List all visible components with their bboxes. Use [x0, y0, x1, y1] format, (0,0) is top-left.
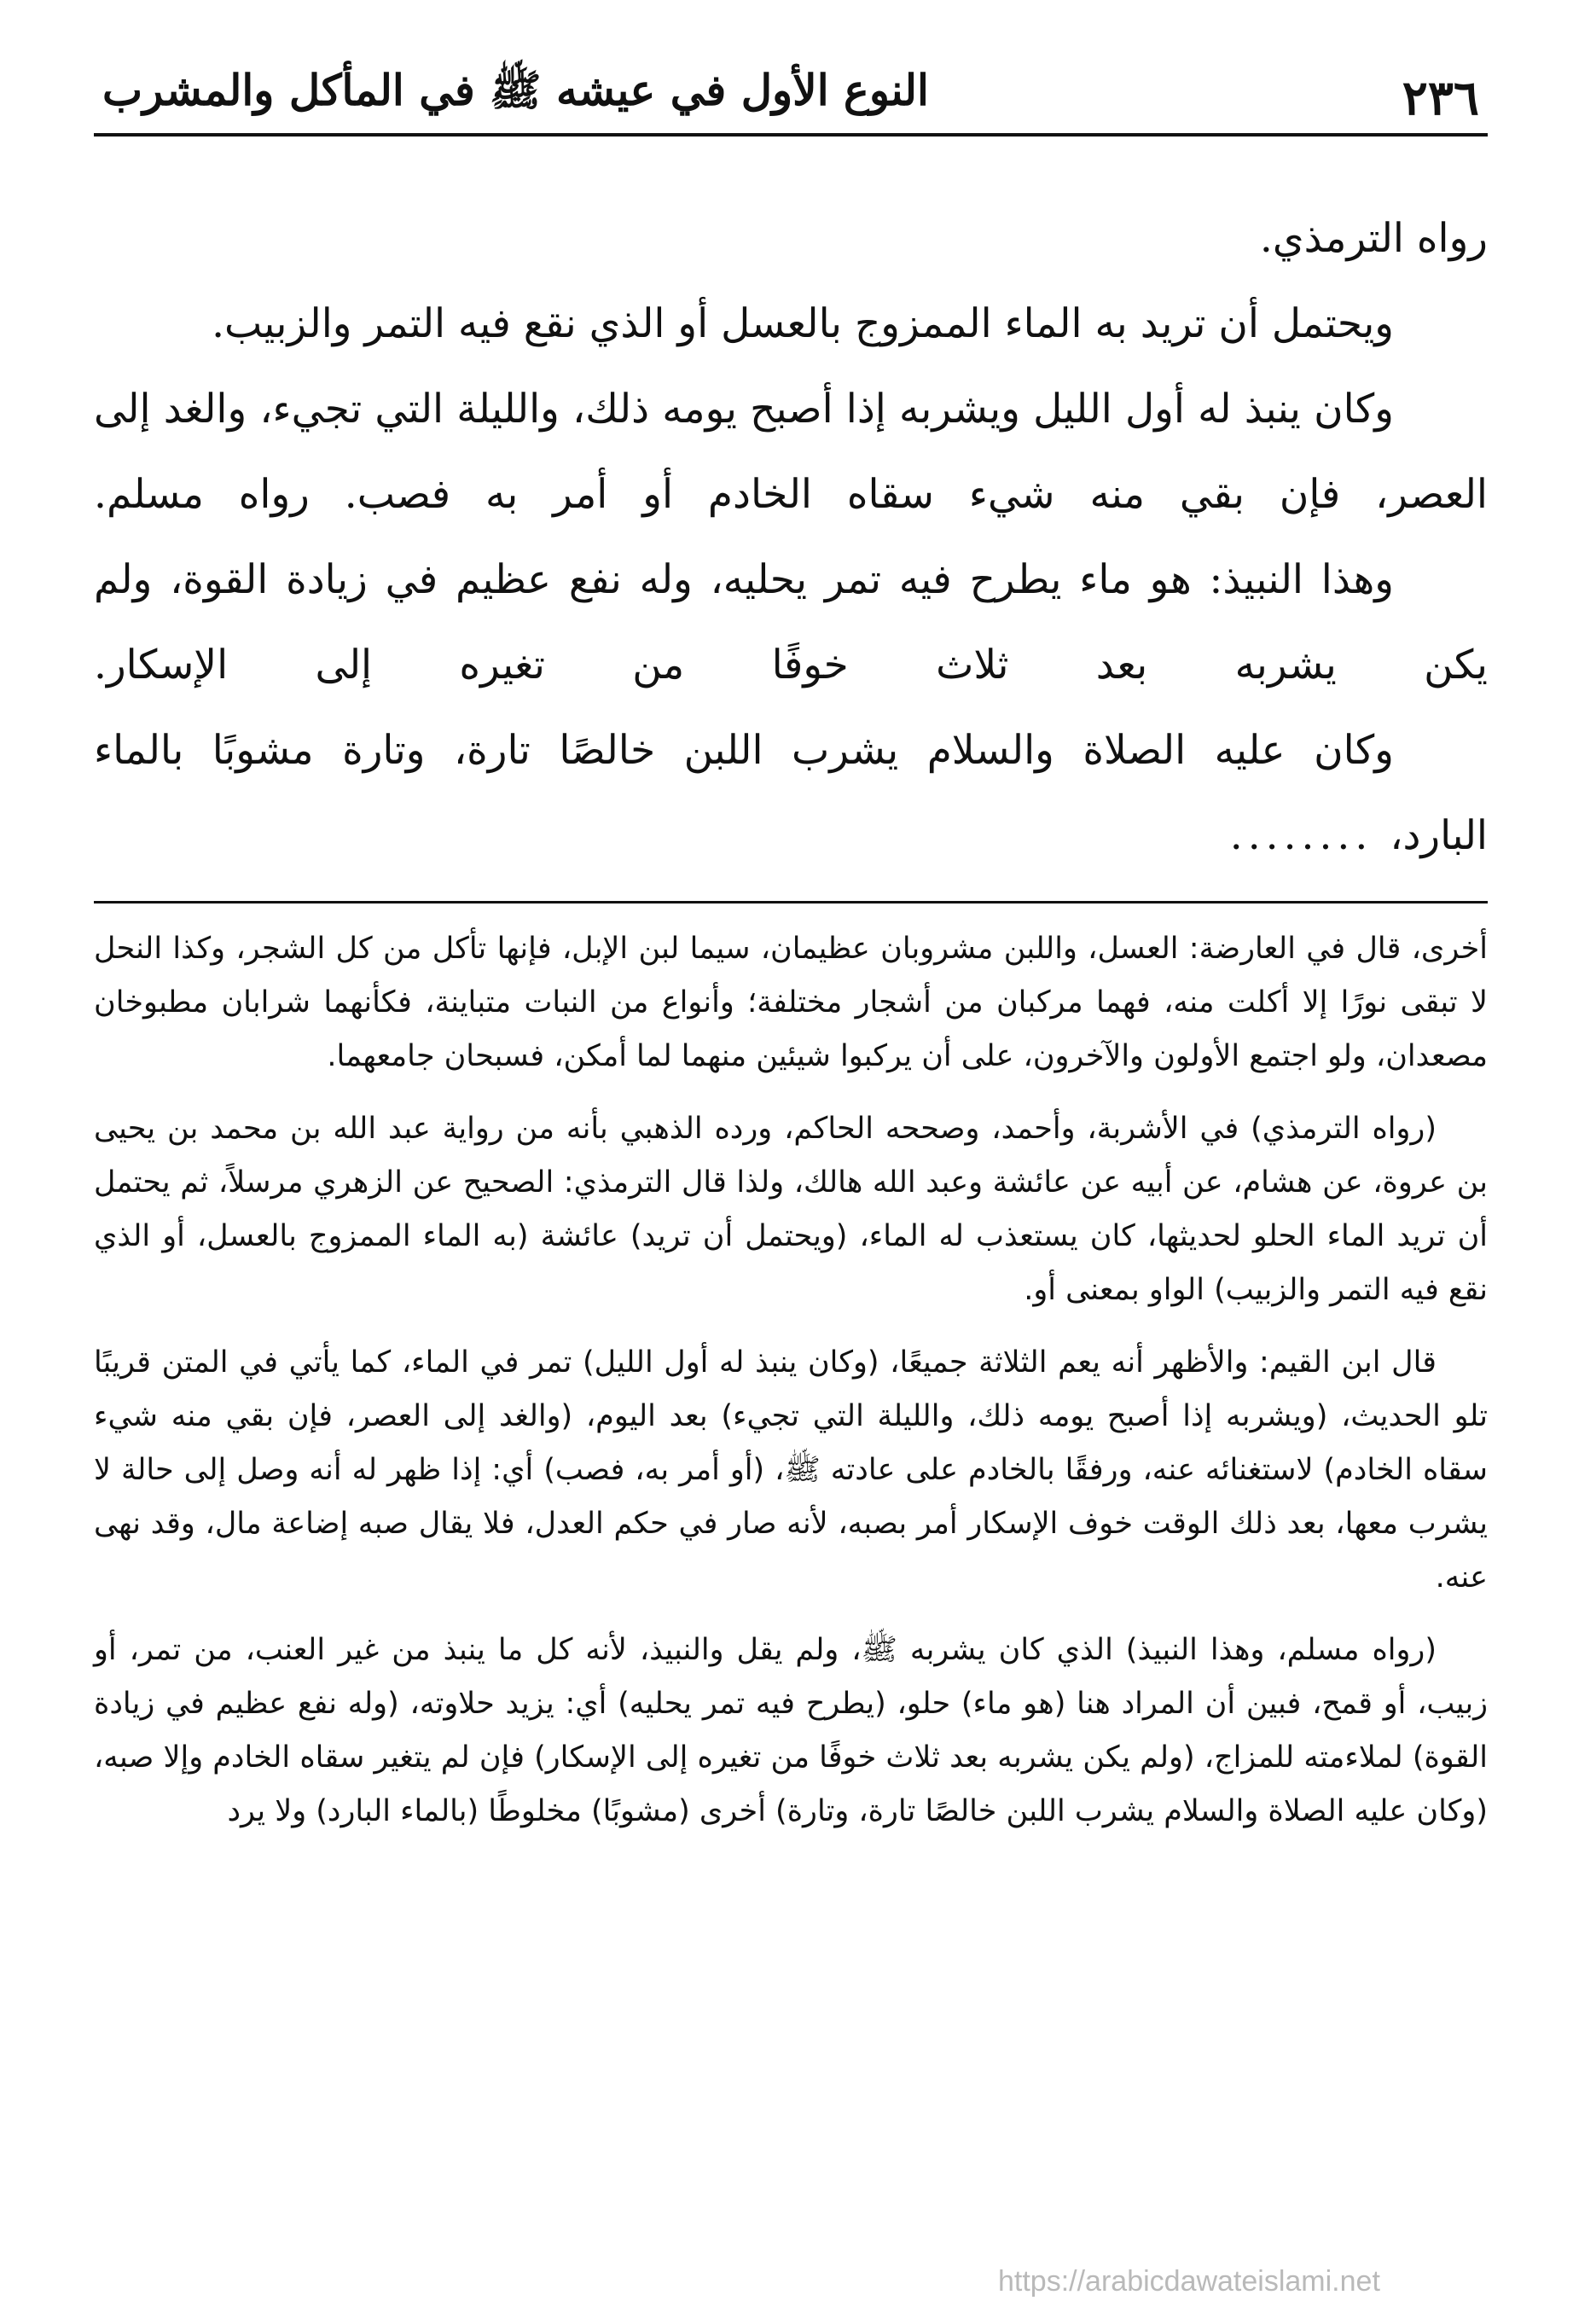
main-paragraph-3: وهذا النبيذ: هو ماء يطرح فيه تمر يحليه، وله نفع عظيم في زيادة القوة، ولم يكن يشربه بعد ثلاث خوفًا من تغيره إلى الإسكار.: [94, 556, 1488, 688]
main-line-1: رواه الترمذي.: [1259, 215, 1488, 262]
footnote-paragraph-3: قال ابن القيم: والأظهر أنه يعم الثلاثة جميعًا، (وكان ينبذ له أول الليل) تمر في الماء، كما يأتي في المتن قريبًا تلو الحديث، (ويشربه إذا أصبح يومه ذلك، والليلة التي تجيء) بعد اليوم، (والغد إلى العصر، فإن بقي منه شيء سقاه الخادم) لاستغنائه عنه، ورفقًا بالخادم على عادته ﷺ، (أو أمر به، فصب) أي: إذا ظهر له أنه وصل إلى حالة لا يشرب معها، بعد ذلك الوقت خوف الإسكار أمر بصبه، لأنه صار في حكم العدل، فلا يقال صبه إضاعة مال، وقد نهى عنه.: [94, 1345, 1488, 1595]
main-last-line: [94, 793, 1488, 879]
main-last-word: البارد،: [1390, 812, 1488, 859]
main-paragraph-1: ويحتمل أن تريد به الماء الممزوج بالعسل أو الذي نقع فيه التمر والزبيب.: [212, 300, 1394, 347]
watermark-url: https://arabicdawateislami.net: [998, 2265, 1380, 2298]
page-number: ٢٣٦: [1402, 70, 1479, 126]
running-title: النوع الأول في عيشه ﷺ في المأكل والمشرب: [102, 65, 929, 115]
footnote-paragraph-1: أخرى، قال في العارضة: العسل، واللبن مشروبان عظيمان، سيما لبن الإبل، فإنها تأكل من كل الشجر، وكذا النحل لا تبقى نورًا إلا أكلت منه، فهما مركبان من أشجار مختلفة؛ وأنواع من النبات متباينة، فكأنهما شرابان مطبوخان مصعدان، ولو اجتمع الأولون والآخرون، على أن يركبوا شيئين منهما لما أمكن، فسبحان جامعهما.: [94, 932, 1488, 1073]
book-page: [94, 51, 1488, 2273]
continuation-dots: ........: [1229, 812, 1373, 859]
footnote-separator: [94, 901, 1488, 903]
page-header: [94, 51, 1488, 137]
footnotes: [94, 922, 1488, 1839]
main-text: [94, 196, 1488, 879]
footnote-paragraph-4: (رواه مسلم، وهذا النبيذ) الذي كان يشربه ﷺ، ولم يقل والنبيذ، لأنه كل ما ينبذ من غير العنب، من تمر، أو زبيب، أو قمح، فبين أن المراد هنا (هو ماء) حلو، (يطرح فيه تمر يحليه) أي: يزيد حلاوته، (وله نفع عظيم في زيادة القوة) لملاءمته للمزاج، (ولم يكن يشربه بعد ثلاث خوفًا من تغيره إلى الإسكار) فإن لم يتغير سقاه الخادم وإلا صبه، (وكان عليه الصلاة والسلام يشرب اللبن خالصًا تارة، وتارة) أخرى (مشوبًا) مخلوطًا (بالماء البارد) ولا يرد: [94, 1633, 1488, 1828]
main-paragraph-4: وكان عليه الصلاة والسلام يشرب اللبن خالصًا تارة، وتارة مشوبًا بالماء: [94, 727, 1394, 774]
footnote-paragraph-2: (رواه الترمذي) في الأشربة، وأحمد، وصححه الحاكم، ورده الذهبي بأنه من رواية عبد الله بن محمد بن يحيى بن عروة، عن هشام، عن أبيه عن عائشة وعبد الله هالك، ولذا قال الترمذي: الصحيح عن الزهري مرسلاً، ثم يحتمل أن تريد الماء الحلو لحديثها، كان يستعذب له الماء، (ويحتمل أن تريد) عائشة (به الماء الممزوج بالعسل، أو الذي نقع فيه التمر والزبيب) الواو بمعنى أو.: [94, 1112, 1488, 1307]
main-paragraph-2: وكان ينبذ له أول الليل ويشربه إذا أصبح يومه ذلك، والليلة التي تجيء، والغد إلى العصر، فإن بقي منه شيء سقاه الخادم أو أمر به فصب. رواه مسلم.: [94, 386, 1488, 518]
